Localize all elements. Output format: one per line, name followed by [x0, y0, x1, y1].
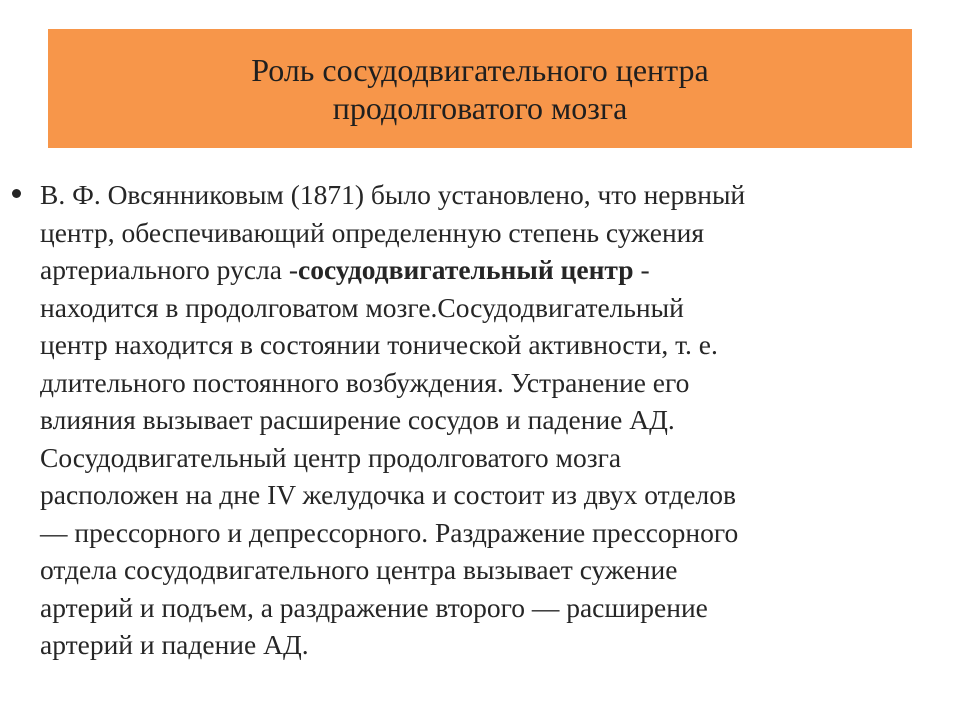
body-line-5 [40, 326, 930, 364]
body-line-5-text: центр находится в состоянии тонической активности, т. е. [40, 329, 718, 360]
body-line-3-tail: - [633, 254, 650, 285]
body-line-3 [40, 251, 930, 289]
body-line-7-text: влияния вызывает расширение сосудов и падение АД. [40, 404, 675, 435]
body-line-10-text: — прессорного и депрессорного. Раздражение прессорного [40, 516, 739, 548]
body-line-8 [40, 439, 930, 477]
body-line-6-text: длительного постоянного возбуждения. Устранение его [40, 366, 690, 398]
body-line-12 [40, 589, 930, 627]
slide-body [10, 176, 930, 664]
slide-title-line-1: Роль сосудодвигательного центра [251, 51, 709, 88]
body-line-4-text: находится в продолговатом мозге.Сосудодвигательный [40, 291, 684, 323]
body-line-13 [40, 626, 930, 664]
body-line-13-text: артерий и падение АД. [40, 629, 309, 660]
body-line-9-text: расположен на дне IV желудочка и состоит из двух отделов [40, 479, 736, 510]
body-line-2-text: центр, обеспечивающий определенную степень сужения [40, 216, 705, 248]
body-line-3-bold-term: сосудодвигательный центр [298, 254, 634, 285]
body-line-3-text: артериального русла - [40, 254, 298, 285]
slide-title-line-2: продолговатого мозга [332, 89, 628, 126]
body-line-6 [40, 364, 930, 402]
body-line-8-text: Сосудодвигательный центр продолговатого мозга [40, 441, 622, 473]
body-line-9 [40, 476, 930, 514]
body-line-2 [40, 214, 930, 252]
bullet-item [10, 176, 930, 664]
bullet-text [40, 176, 930, 664]
slide-title-banner [48, 29, 912, 148]
body-line-7 [40, 401, 930, 439]
body-line-11 [40, 551, 930, 589]
body-line-12-text: артерий и подъем, а раздражение второго — расширение [40, 591, 708, 623]
body-line-10 [40, 514, 930, 552]
body-line-11-text: отдела сосудодвигательного центра вызывает сужение [40, 554, 678, 585]
body-line-4 [40, 289, 930, 327]
body-line-1-text: В. Ф. Овсянниковым (1871) было установлено, что нервный [40, 179, 746, 210]
body-line-1 [40, 176, 930, 214]
bullet-dot-icon [12, 189, 21, 198]
